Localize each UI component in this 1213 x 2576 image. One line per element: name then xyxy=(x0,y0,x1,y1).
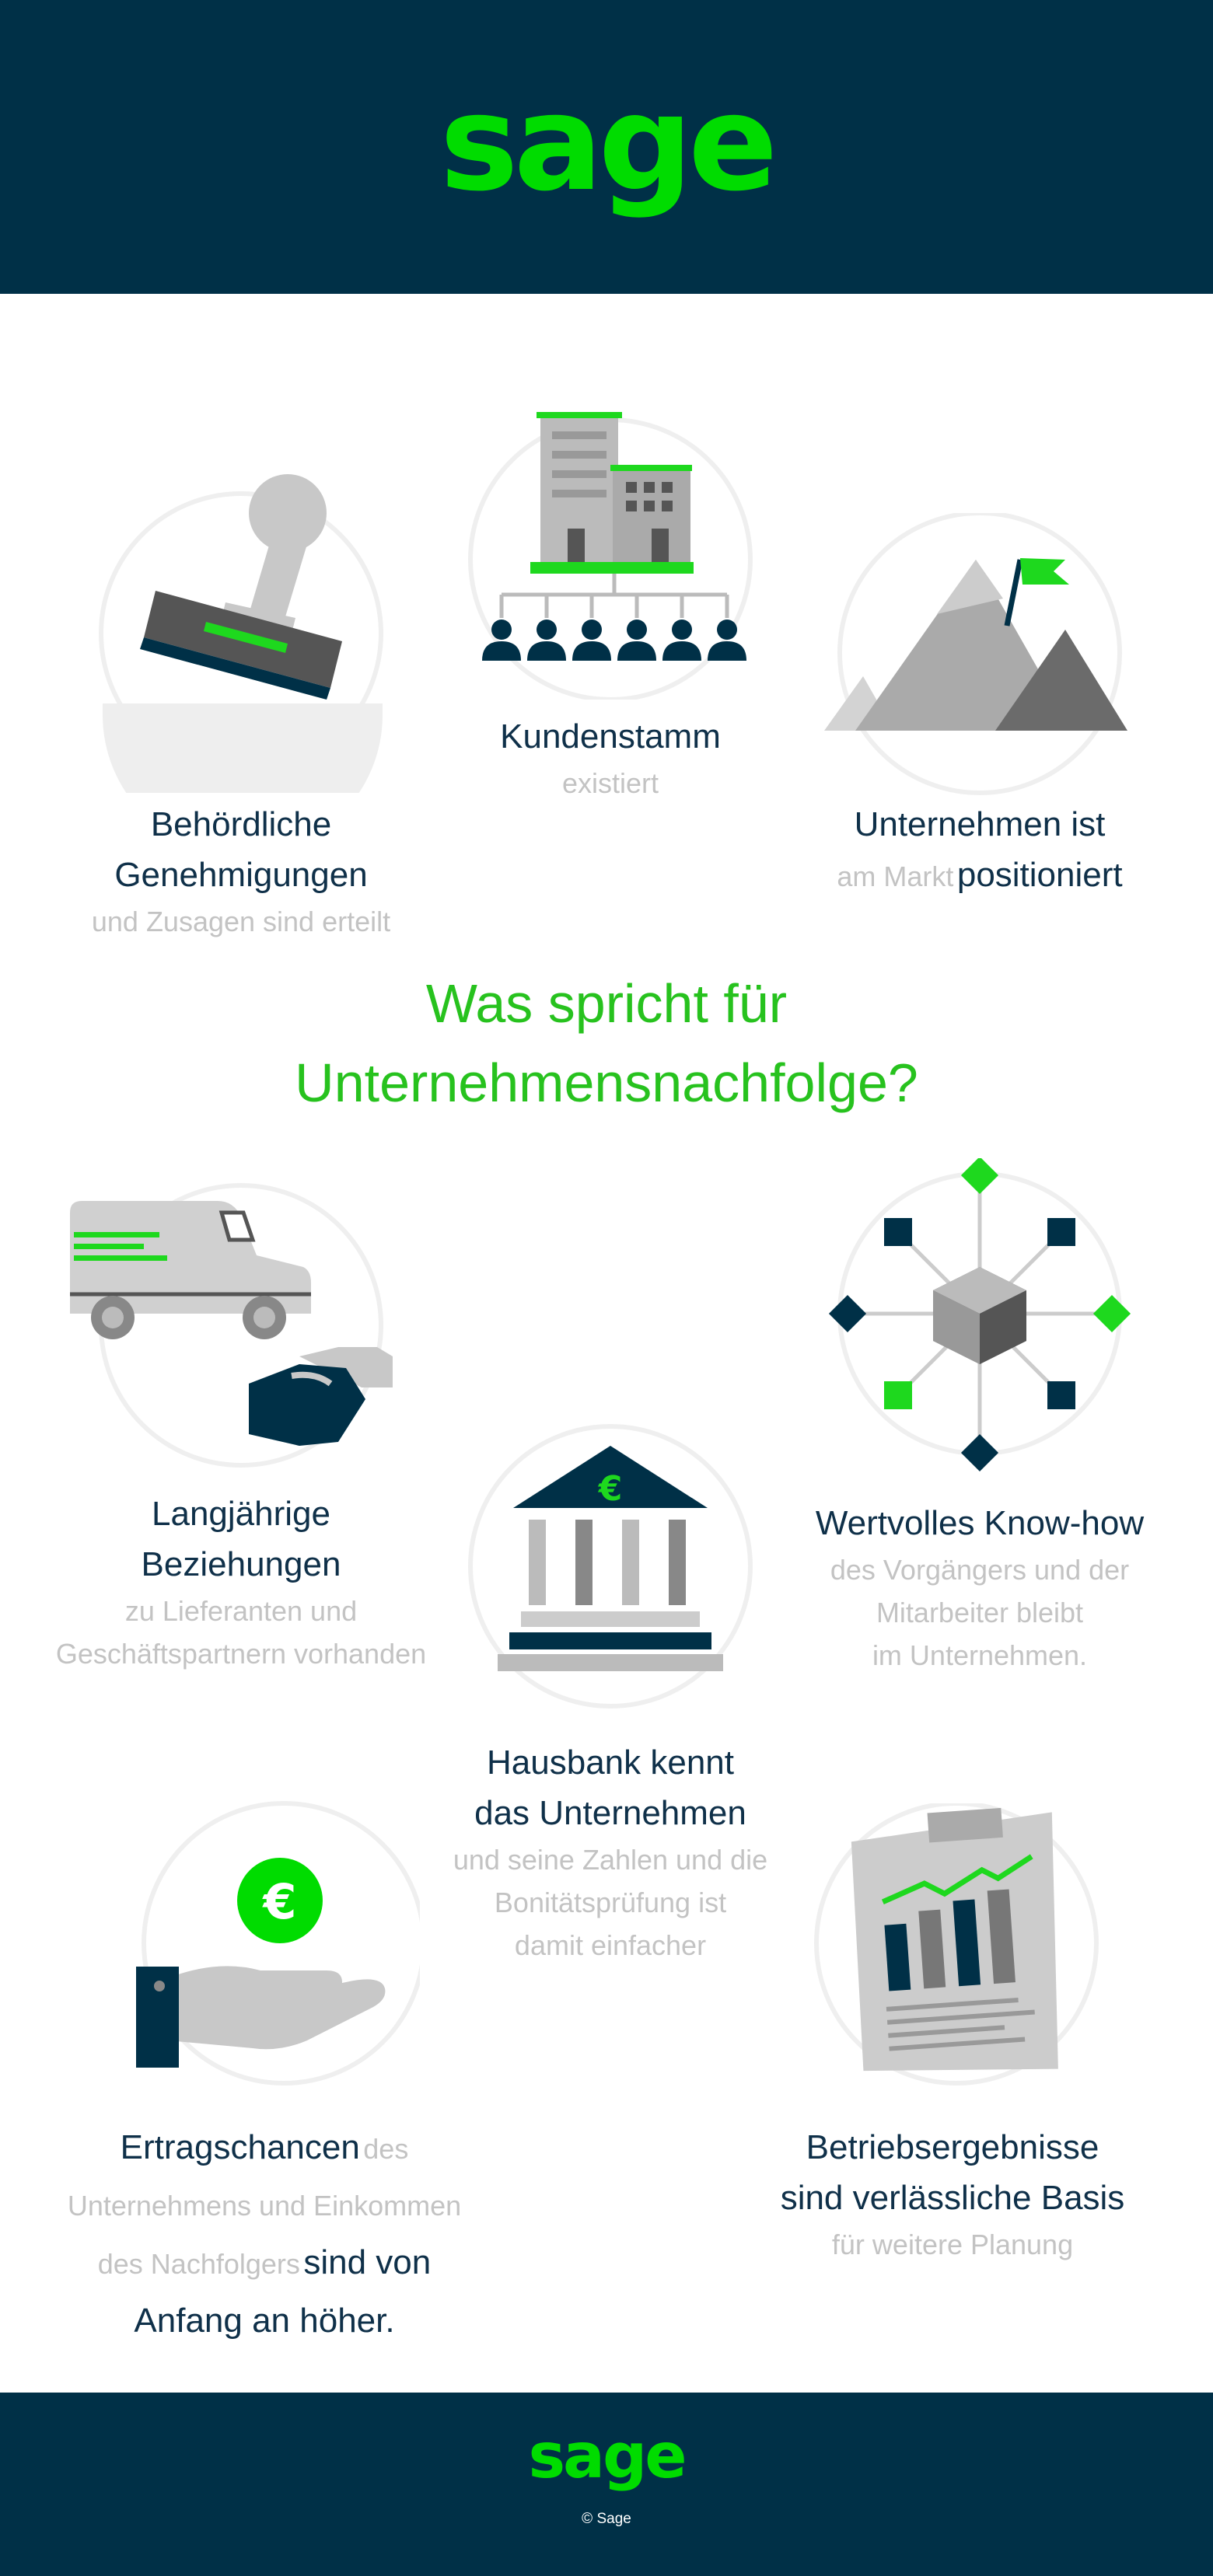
beziehungen-sub-1: zu Lieferanten und xyxy=(124,1595,358,1627)
headline-line-1: Was spricht für xyxy=(425,973,788,1034)
copyright: © Sage xyxy=(582,2511,631,2527)
hausbank-sub-2: Bonitätsprüfung ist xyxy=(494,1887,727,1918)
customer-base-icon xyxy=(467,404,762,700)
item-kundenstamm xyxy=(435,711,785,805)
behoerdliche-title-1: Behördliche xyxy=(150,805,332,843)
footer-sage-logo: sage xyxy=(528,2420,685,2492)
ertrag-dark-3: Anfang an höher. xyxy=(134,2302,395,2340)
ertrag-line-3 xyxy=(31,2237,498,2295)
mountain-flag-icon xyxy=(816,513,1135,801)
clipboard-chart-icon xyxy=(813,1803,1108,2099)
hand-euro-icon xyxy=(124,1796,420,2091)
knowhow-sub-3: im Unternehmen. xyxy=(872,1639,1088,1671)
bank-euro-symbol: € xyxy=(598,1469,623,1509)
item-markt xyxy=(778,799,1182,908)
network-cube-icon xyxy=(820,1158,1139,1485)
knowhow-sub-1: des Vorgängers und der xyxy=(830,1554,1130,1586)
hausbank-title-1: Hausbank kennt xyxy=(487,1744,734,1782)
kundenstamm-title: Kundenstamm xyxy=(500,717,721,756)
item-behoerdliche xyxy=(47,799,435,943)
delivery-handshake-icon xyxy=(66,1178,408,1473)
betrieb-title-2: sind verlässliche Basis xyxy=(780,2179,1125,2217)
hausbank-sub-3: damit einfacher xyxy=(514,1929,707,1961)
ertrag-line-2 xyxy=(31,2180,498,2237)
beziehungen-title-2: Beziehungen xyxy=(141,1545,341,1583)
behoerdliche-sub: und Zusagen sind erteilt xyxy=(91,906,391,937)
kundenstamm-sub: existiert xyxy=(561,767,659,799)
item-hausbank xyxy=(420,1737,801,1967)
headline xyxy=(0,964,1213,1122)
beziehungen-title-1: Langjährige xyxy=(152,1495,330,1533)
item-ertrag xyxy=(31,2122,498,2354)
item-betrieb xyxy=(746,2122,1159,2266)
markt-sub-dark: positioniert xyxy=(956,856,1123,894)
sage-logo: sage xyxy=(439,67,774,221)
markt-title: Unternehmen ist xyxy=(854,805,1106,843)
beziehungen-sub-2: Geschäftspartnern vorhanden xyxy=(55,1638,427,1670)
bank-icon xyxy=(467,1422,762,1710)
knowhow-title: Wertvolles Know-how xyxy=(815,1504,1145,1542)
stamp-icon xyxy=(93,466,397,793)
ertrag-dark-1: Ertragschancen xyxy=(120,2128,360,2166)
behoerdliche-title-2: Genehmigungen xyxy=(114,856,368,894)
ertrag-dark-2: sind von xyxy=(303,2243,432,2281)
ertrag-light-3: des Nachfolgers xyxy=(97,2248,300,2280)
betrieb-title-1: Betriebsergebnisse xyxy=(806,2128,1099,2166)
knowhow-sub-2: Mitarbeiter bleibt xyxy=(876,1597,1084,1628)
markt-sub-line xyxy=(778,850,1182,908)
ertrag-line-4 xyxy=(31,2295,498,2354)
item-knowhow xyxy=(770,1498,1190,1677)
betrieb-sub: für weitere Planung xyxy=(831,2229,1074,2260)
item-beziehungen xyxy=(23,1489,459,1675)
markt-sub-light: am Markt xyxy=(837,860,954,892)
ertrag-light-1: des xyxy=(363,2133,409,2165)
hausbank-sub-1: und seine Zahlen und die xyxy=(453,1844,768,1876)
ertrag-line-1 xyxy=(31,2122,498,2180)
hausbank-title-2: das Unternehmen xyxy=(474,1794,746,1832)
headline-line-2: Unternehmensnachfolge? xyxy=(295,1052,918,1113)
ertrag-light-2: Unternehmens und Einkommen xyxy=(67,2190,462,2222)
hand-euro-symbol: € xyxy=(263,1873,297,1930)
